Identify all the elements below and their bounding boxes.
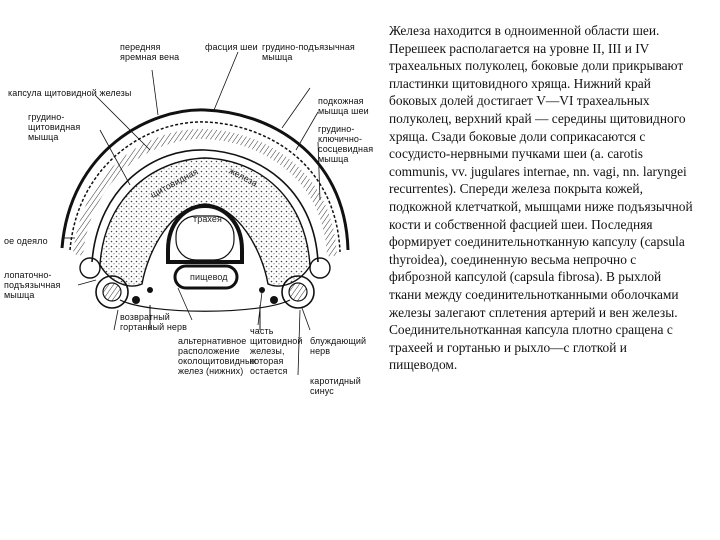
label-scm-muscle: грудино- ключично- сосцевидная мышца <box>318 124 374 164</box>
description-paragraph: Железа находится в одноименной области шеи. Перешеек располагается на уровне II, III и IV трахеальных полуколец, боковые доли прикрывают пластинки щитовидного хряща. Нижний край боковых долей достигает V—VI трахеальных полуколец, верхний край — середины щитовидного хряща. Сзади боковые доли соприкасаются с сосудисто-нервными пучками шеи (a. carotis communis, vv. jugulares internae, nn. vagi, nn. laryngei recurrentes). Спереди железа покрыта кожей, подкожной клетчаткой, мышцами ниже подъязычной кости и собственной фасцией шеи. Последняя формирует соединительнотканную капсулу (capsula thyroidea), соединенную весьма непрочно с фиброзной капсулой (capsula fibrosa). В рыхлой ткани между соединительнотканными оболочками железы залегают сплетения артерий и вен железы. Соединительнотканная капсула плотно сращена с трахеей и гортанью и рыхло—с глоткой и пищеводом. <box>389 23 693 373</box>
label-thyroid-left: щитовидная <box>148 166 200 200</box>
label-thyroid-right: железа <box>227 165 260 189</box>
label-neck-fascia: фасция шеи <box>205 42 258 52</box>
label-esophagus: пищевод <box>190 272 228 282</box>
label-omohyoid-muscle: лопаточно- подъязычная мышца <box>4 270 61 300</box>
label-alt-parathyroid: альтернативное расположение околощитовидных желез (нижних) <box>178 336 257 376</box>
label-fat-pad: ое одеяло <box>4 236 48 246</box>
label-vagus-nerve: блуждающий нерв <box>310 336 367 356</box>
label-anterior-jugular-vein: передняя яремная вена <box>120 42 180 62</box>
label-trachea: трахея <box>193 214 223 224</box>
label-sternothyroid-muscle: грудино- щитовидная мышца <box>28 112 81 142</box>
label-thyroid-capsule: капсула щитовидной железы <box>8 88 132 98</box>
label-platysma: подкожная мышца шеи <box>318 96 369 116</box>
label-recurrent-nerve: возвратный гортанный нерв <box>120 312 188 332</box>
label-thyrohyoid-muscle: грудино-подъязычная мышца <box>262 42 355 62</box>
label-carotid-sinus: каротидный синус <box>310 376 361 396</box>
label-thyroid-part: часть щитовидной железы, которая остается <box>250 326 303 376</box>
